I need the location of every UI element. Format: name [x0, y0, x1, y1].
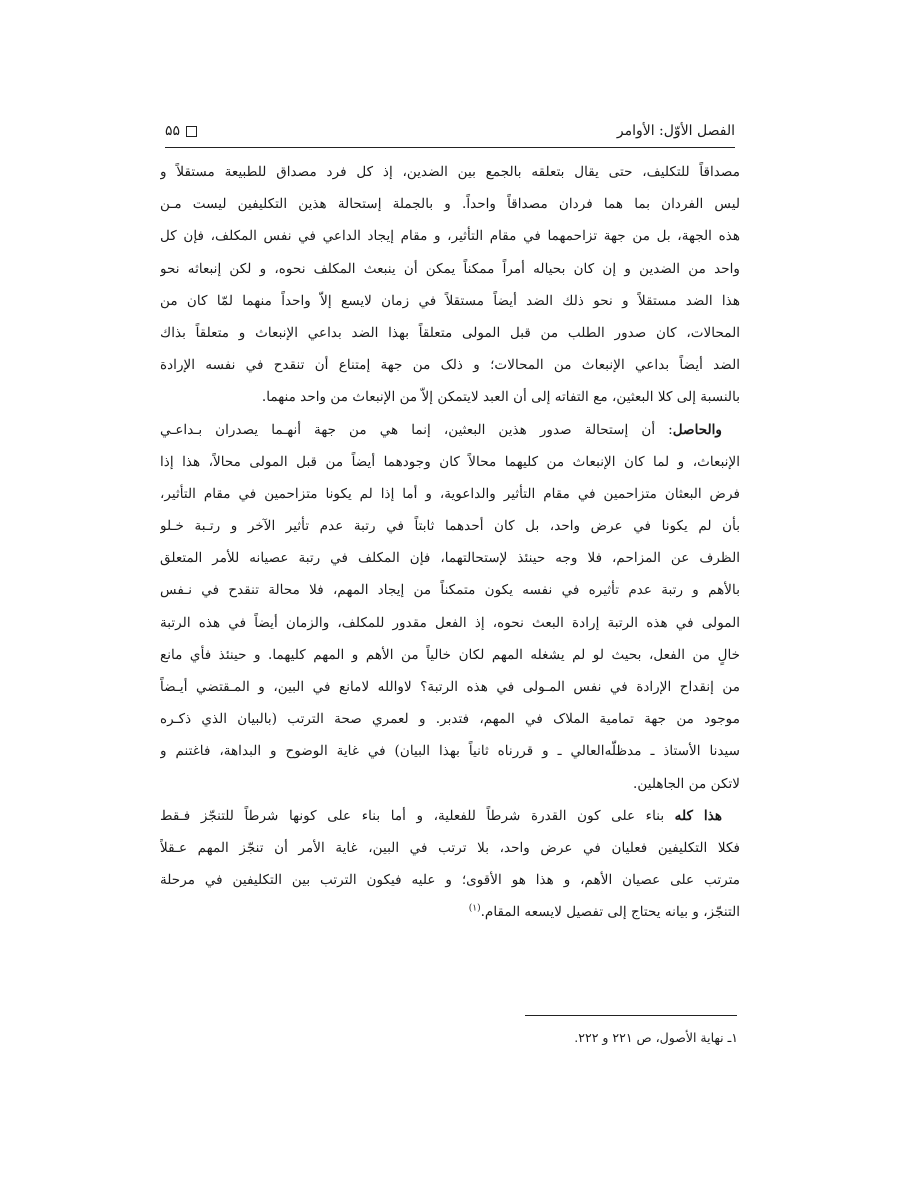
text-line: المحالات، كان صدور الطلب من قبل المولى متعلقاً بهذا الضد بداعي الإنبعاث و متعلقاً بذاك	[160, 324, 740, 341]
square-icon	[186, 126, 197, 137]
page-number-block	[165, 123, 197, 139]
text-line: المولى في هذه الرتبة إرادة البعث نحوه، إذ الفعل مقدور للمكلف، والزمان أيضاً في هذه الرتبة	[160, 614, 740, 631]
text-line: من إنقداح الإرادة في نفس المـولى في هذه الرتبة؟ لاوالله لامانع في البين، و المـقتضي أيـضاً	[160, 679, 740, 695]
paragraph-3	[160, 800, 740, 929]
text-line: هذا الضد مستقلاً و نحو ذلك الضد أيضاً مستقلاً في زمان لايسع إلاّ واحداً منهما لمّا كان من	[160, 292, 740, 309]
paragraph-lead: هذا كله	[674, 807, 722, 824]
footnote: ۱ـ نهاية الأصول، ص ۲۲۱ و ۲۲۲.	[574, 1030, 738, 1045]
text-line: موجود من جهة تمامية الملاک في المهم، فتدبر. و لعمري صحة الترتب (بالبيان الذي ذكـره	[160, 711, 740, 728]
page-number: ۵۵	[165, 123, 181, 139]
text-line: الظرف عن المزاحم، فلا وجه حينئذ لإستحالتهما، فإن المكلف في رتبة عصيانه للأمر المتعلق	[160, 550, 740, 567]
text-line: مصداقاً للتكليف، حتى يقال بتعلقه بالجمع بين الضدين، إذ كل فرد مصداق للطبيعة مستقلاً و	[160, 164, 740, 180]
footnote-marker[interactable]: (۱)	[468, 903, 481, 914]
text-line: خالٍ من الفعل، بحيث لو لم يشغله المهم لكان خالياً من الأهم و المهم كليهما. و حينئذ فأي مانع	[160, 646, 740, 663]
running-header	[165, 118, 735, 144]
text-line-rest: بناء على كون القدرة شرطاً للفعلية، و أما بناء على كونها شرطاً للتنجّز فـقط	[160, 807, 675, 824]
text-line: هذه الجهة، بل من جهة تزاحمهما في مقام التأثير، و مقام إيجاد الداعي في نفس المكلف، فإن كل	[160, 228, 740, 245]
text-line: ليس الفردان بما هما فردان مصداقاً واحداً. و بالجملة إستحالة هذين التكليفين ليست مـن	[160, 196, 740, 213]
header-rule	[165, 147, 735, 148]
text-line	[160, 896, 740, 928]
footnote-rule	[525, 1015, 737, 1016]
text-line	[160, 414, 740, 446]
paragraph-1	[160, 156, 740, 414]
text-line-rest: : أن إستحالة صدور هذين البعثين، إنما هي من جهة أنهـما يصدران بـداعـي	[160, 421, 673, 438]
text-line: لاتكن من الجاهلين.	[633, 775, 740, 792]
text-line: فكلا التكليفين فعليان في عرض واحد، بلا ترتب في البين، غاية الأمر أن تنجّز المهم عـقلاً	[160, 839, 740, 856]
text-line	[160, 800, 740, 832]
text-line: بالأهم و رتبة عدم تأثيره في نفسه يكون متمكناً من إيجاد المهم، فلا محالة تنقدح في نـفس	[160, 582, 740, 599]
text-line: بأن لم يكونا في عرض واحد، بل كان أحدهما ثابتاً في رتبة عدم تأثير الآخر و رتـبة خـلو	[160, 518, 740, 535]
paragraph-lead: والحاصل	[672, 421, 722, 438]
text-line: مترتب على عصيان الأهم، و هذا هو الأقوى؛ و عليه فيكون الترتب بين التكليفين في مرحلة	[160, 872, 740, 889]
text-line: واحد من الضدين و إن كان بحياله أمراً ممكناً يمكن أن ينبعث المكلف نحوه، و لكن إنبعاثه نحو	[160, 260, 740, 277]
text-line: فرض البعثان متزاحمين في مقام التأثير والداعوية، و أما إذا لم يكونا متزاحمين في مقام التأثير،	[160, 485, 740, 502]
paragraph-2	[160, 414, 740, 800]
body-text	[160, 156, 740, 929]
text-line: سيدنا الأستاذ ـ مدظلّه‌العالي ـ و قررناه ثانياً بهذا البيان) في غاية الوضوح و البداهة، فاغتنم و	[160, 743, 740, 760]
text-line: الإنبعاث، و لما كان الإنبعاث من كليهما محالاً كان وجودهما أيضاً من قبل المولى محالاً، هذا إذا	[160, 453, 740, 470]
text-line: بالنسبة إلى كلا البعثين، مع التفاته إلى أن العبد لايتمكن إلاّ من الإنبعاث من واحد منهما.	[261, 389, 740, 406]
text-line: الضد أيضاً بداعي الإنبعاث من المحالات؛ و ذلک من جهة إمتناع أن تنقدح في نفسه الإرادة	[160, 357, 740, 374]
text-line-content: التنجّز، و بيانه يحتاج إلى تفصيل لايسعه المقام.	[480, 904, 740, 921]
chapter-title: الفصل الأوّل: الأوامر	[616, 123, 735, 139]
